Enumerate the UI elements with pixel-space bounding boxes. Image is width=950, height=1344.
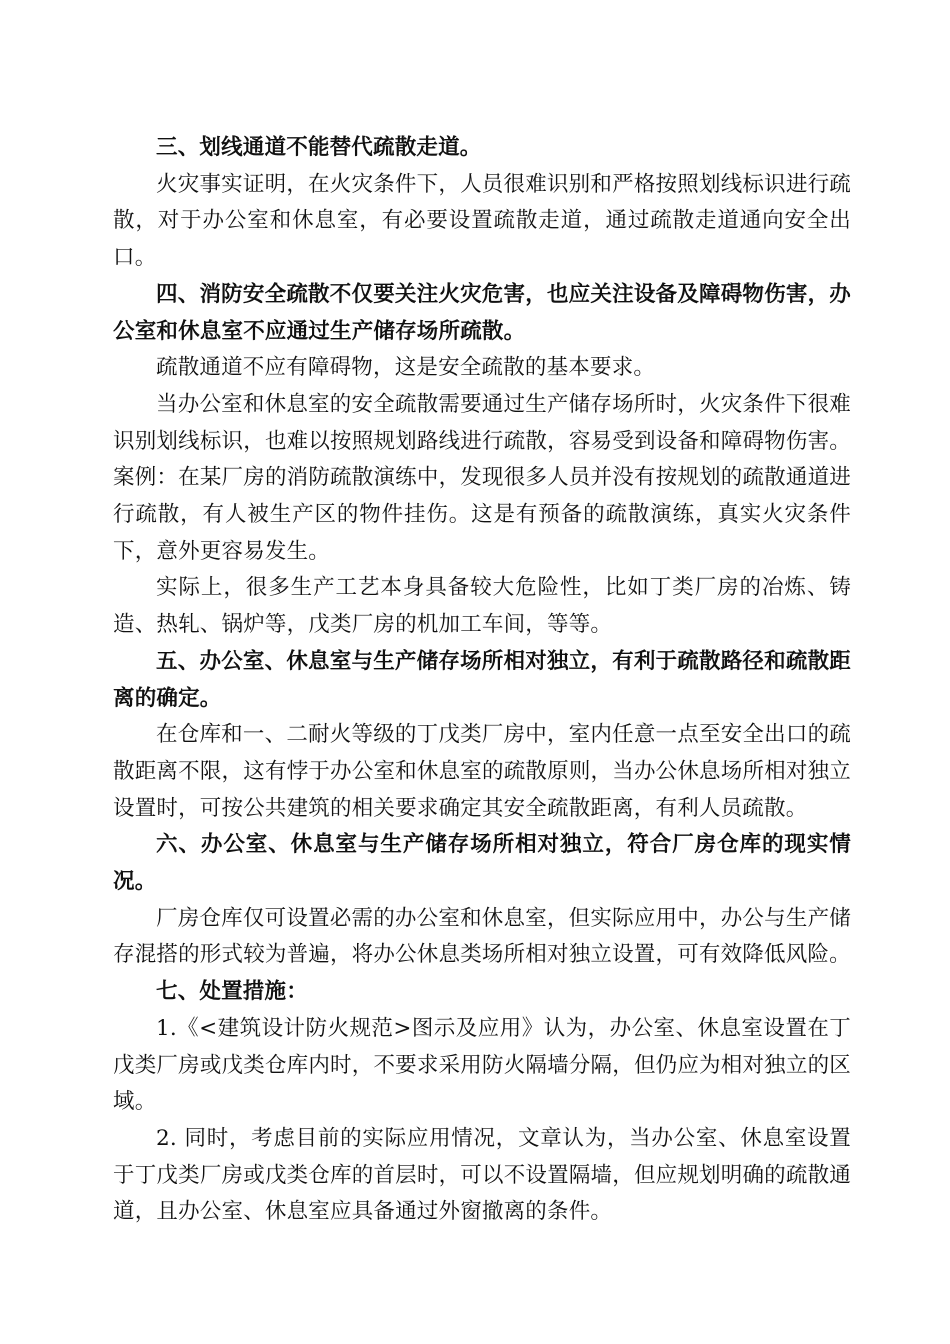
document-body	[113, 130, 851, 1231]
paragraph-7-1: 1.《<建筑设计防火规范>图示及应用》认为，办公室、休息室设置在丁戊类厂房或戊类仓库内时，不要求采用防火隔墙分隔，但仍应为相对独立的区域。	[113, 1015, 851, 1115]
section-heading-4: 四、消防安全疏散不仅要关注火灾危害，也应关注设备及障碍物伤害，办公室和休息室不应通过生产储存场所疏散。	[113, 281, 851, 344]
paragraph-4-3: 实际上，很多生产工艺本身具备较大危险性，比如丁类厂房的冶炼、铸造、热轧、锅炉等，戊类厂房的机加工车间，等等。	[113, 575, 851, 638]
paragraph-5-1: 在仓库和一、二耐火等级的丁戊类厂房中，室内任意一点至安全出口的疏散距离不限，这有悖于办公室和休息室的疏散原则，当办公休息场所相对独立设置时，可按公共建筑的相关要求确定其安全疏散距离，有利人员疏散。	[113, 722, 851, 821]
section-heading-6: 六、办公室、休息室与生产储存场所相对独立，符合厂房仓库的现实情况。	[113, 832, 851, 895]
section-heading-3: 三、划线通道不能替代疏散走道。	[156, 135, 482, 160]
paragraph-4-2: 当办公室和休息室的安全疏散需要通过生产储存场所时，火灾条件下很难识别划线标识，也难以按照规划路线进行疏散，容易受到设备和障碍物伤害。案例：在某厂房的消防疏散演练中，发现很多人员并没有按规划的疏散通道进行疏散，有人被生产区的物件挂伤。这是有预备的疏散演练，真实火灾条件下，意外更容易发生。	[113, 391, 851, 564]
paragraph-3-1: 火灾事实证明，在火灾条件下，人员很难识别和严格按照划线标识进行疏散，对于办公室和休息室，有必要设置疏散走道，通过疏散走道通向安全出口。	[113, 171, 851, 271]
paragraph-4-1: 疏散通道不应有障碍物，这是安全疏散的基本要求。	[156, 355, 656, 381]
paragraph-6-1: 厂房仓库仅可设置必需的办公室和休息室，但实际应用中，办公与生产储存混搭的形式较为普遍，将办公休息类场所相对独立设置，可有效降低风险。	[113, 905, 851, 968]
section-heading-5: 五、办公室、休息室与生产储存场所相对独立，有利于疏散路径和疏散距离的确定。	[113, 648, 851, 711]
section-heading-7: 七、处置措施：	[156, 979, 308, 1005]
paragraph-7-2: 2. 同时，考虑目前的实际应用情况，文章认为，当办公室、休息室设置于丁戊类厂房或戊类仓库的首层时，可以不设置隔墙，但应规划明确的疏散通道，且办公室、休息室应具备通过外窗撤离的条件。	[113, 1125, 851, 1225]
